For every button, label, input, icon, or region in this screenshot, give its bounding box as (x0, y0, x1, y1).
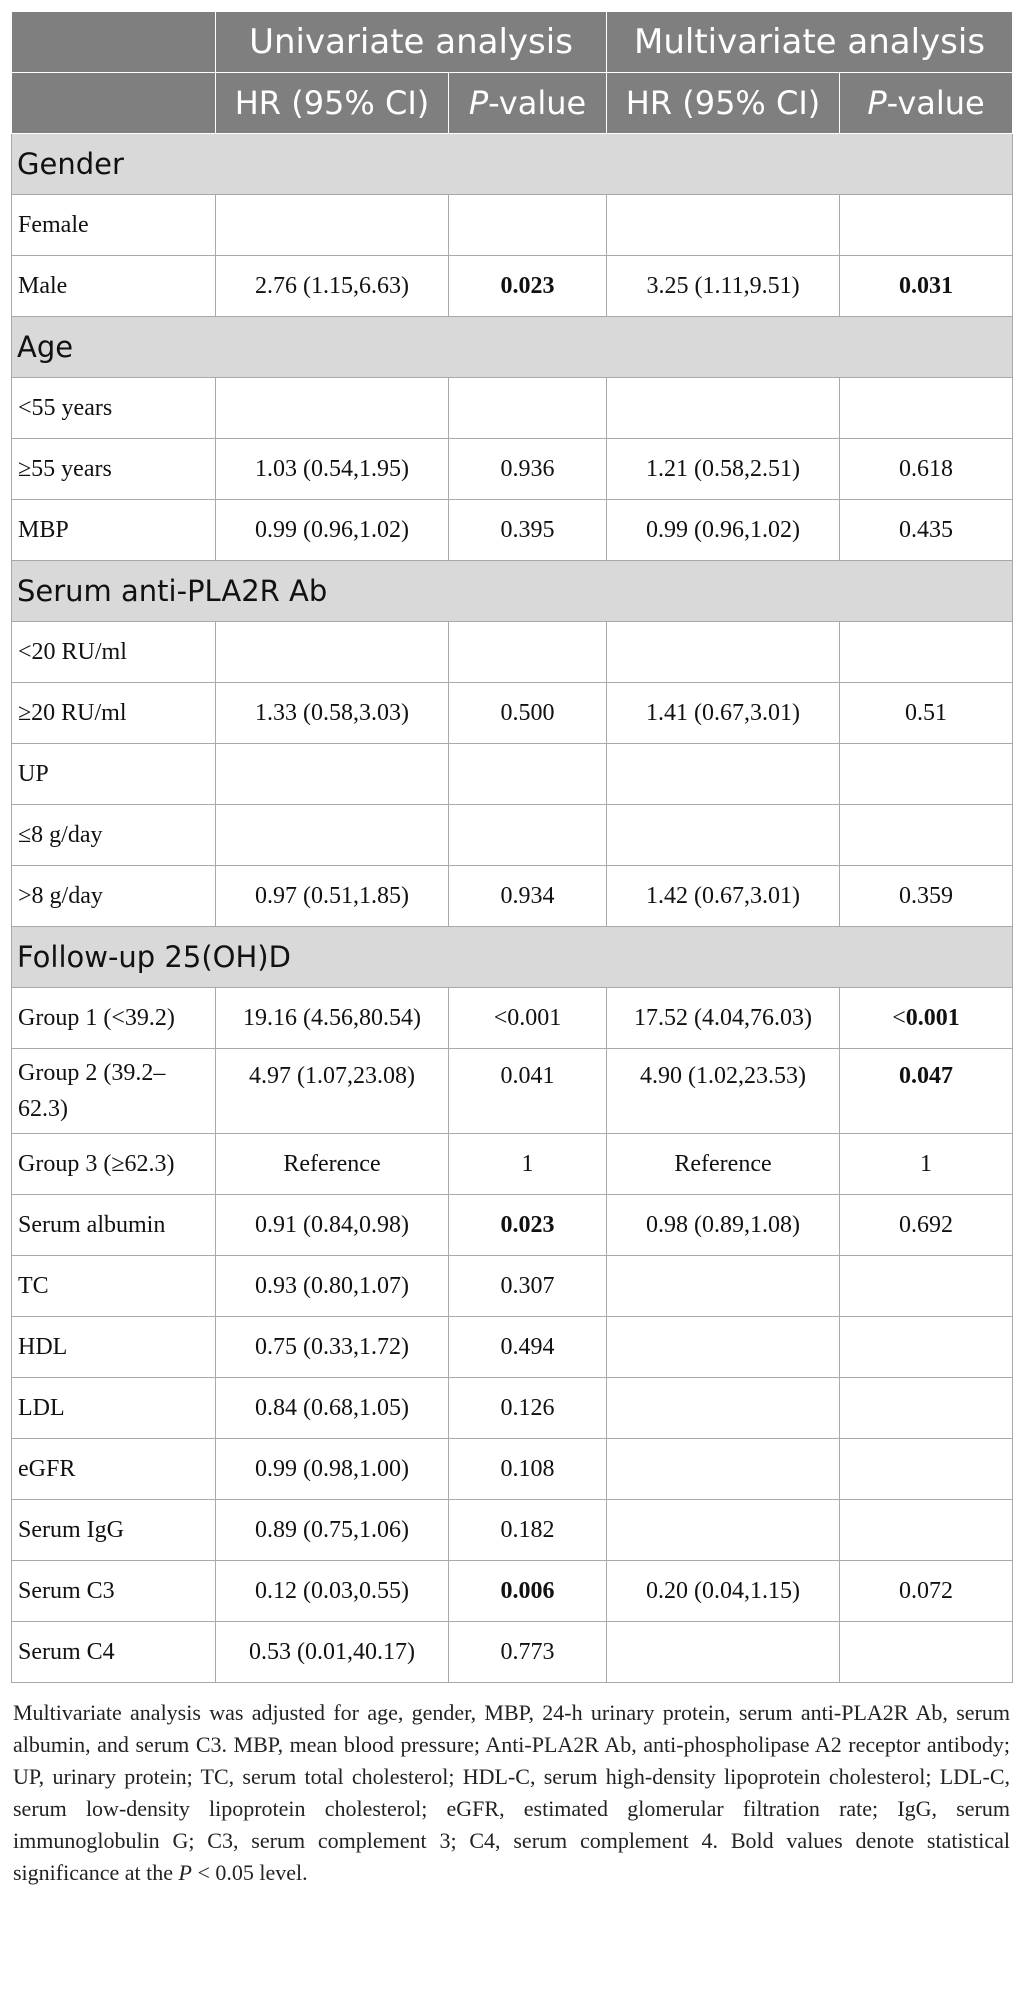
univariate-p-cell (449, 500, 607, 561)
multivariate-hr-cell (607, 1561, 840, 1622)
univariate-p-cell-text: 0.108 (500, 1455, 555, 1482)
univariate-hr-cell (216, 439, 449, 500)
multivariate-p-cell (840, 1134, 1013, 1195)
table-row (12, 622, 1013, 683)
row-label-text: ≥55 years (18, 455, 112, 482)
multivariate-p-cell-text: 0.618 (899, 455, 954, 482)
multivariate-p-cell-text: 0.359 (899, 882, 954, 909)
multivariate-hr-cell-text: 1.21 (0.58,2.51) (646, 455, 800, 482)
univariate-hr-cell-text: 2.76 (1.15,6.63) (255, 272, 409, 299)
univariate-hr-cell-text: 0.99 (0.98,1.00) (255, 1455, 409, 1482)
row-label (12, 622, 216, 683)
header-multivariate-p (840, 73, 1013, 134)
univariate-p-cell (449, 744, 607, 805)
p-prefix: < (892, 1004, 906, 1031)
row-label-text: <20 RU/ml (18, 638, 127, 665)
multivariate-p-cell (840, 1622, 1013, 1683)
univariate-hr-cell-text: 1.03 (0.54,1.95) (255, 455, 409, 482)
univariate-p-cell (449, 1500, 607, 1561)
univariate-hr-cell-text: 0.84 (0.68,1.05) (255, 1394, 409, 1421)
multivariate-p-cell (840, 1439, 1013, 1500)
row-label-text: Serum IgG (18, 1516, 124, 1543)
row-label-text: HDL (18, 1333, 68, 1360)
multivariate-hr-cell-text: 1.41 (0.67,3.01) (646, 699, 800, 726)
univariate-p-cell-text: 0.395 (500, 516, 555, 543)
univariate-hr-cell-text: 0.53 (0.01,40.17) (249, 1638, 415, 1665)
multivariate-hr-cell-text: 0.20 (0.04,1.15) (646, 1577, 800, 1604)
multivariate-hr-cell (607, 1378, 840, 1439)
row-label (12, 866, 216, 927)
univariate-hr-cell (216, 1317, 449, 1378)
univariate-p-cell-text: <0.001 (493, 1004, 562, 1031)
univariate-hr-cell (216, 1378, 449, 1439)
multivariate-p-cell (840, 439, 1013, 500)
row-label-text: Group 1 (<39.2) (18, 1004, 175, 1031)
table-row (12, 1256, 1013, 1317)
univariate-hr-cell-text: 0.91 (0.84,0.98) (255, 1211, 409, 1238)
univariate-hr-cell (216, 1195, 449, 1256)
table-body (12, 134, 1013, 1683)
multivariate-p-cell-text: 0.435 (899, 516, 954, 543)
row-label (12, 1317, 216, 1378)
row-label (12, 1378, 216, 1439)
multivariate-hr-cell (607, 378, 840, 439)
row-label-text: Male (18, 272, 68, 299)
multivariate-p-cell (840, 805, 1013, 866)
row-label (12, 1049, 216, 1134)
univariate-hr-cell-text: 0.12 (0.03,0.55) (255, 1577, 409, 1604)
row-label (12, 744, 216, 805)
multivariate-hr-cell (607, 195, 840, 256)
univariate-hr-cell (216, 1622, 449, 1683)
row-label (12, 1134, 216, 1195)
footnote-p: P (178, 1860, 192, 1885)
table-footnote (11, 1697, 1012, 1889)
table-row (12, 1378, 1013, 1439)
multivariate-p-cell (840, 1378, 1013, 1439)
univariate-hr-cell (216, 683, 449, 744)
section-row (12, 134, 1013, 195)
univariate-p-cell-text: 0.023 (500, 272, 555, 299)
table-row (12, 988, 1013, 1049)
univariate-p-cell-text: 0.773 (500, 1638, 555, 1665)
multivariate-p-cell (840, 1561, 1013, 1622)
univariate-p-cell-text: 0.041 (500, 1063, 555, 1089)
multivariate-p-cell-text: 0.031 (899, 272, 954, 299)
univariate-hr-cell-text: 19.16 (4.56,80.54) (243, 1004, 421, 1031)
table-row (12, 1195, 1013, 1256)
p-italic: P (867, 84, 887, 122)
section-row (12, 317, 1013, 378)
univariate-p-cell-text: 0.934 (500, 882, 555, 909)
header-blank-sub (12, 73, 216, 134)
row-label (12, 256, 216, 317)
table-row (12, 1500, 1013, 1561)
multivariate-p-cell (840, 1195, 1013, 1256)
univariate-p-cell (449, 1049, 607, 1134)
row-label-text: ≥20 RU/ml (18, 699, 127, 726)
p-italic: P (468, 84, 489, 122)
multivariate-p-cell (840, 988, 1013, 1049)
multivariate-p-cell (840, 866, 1013, 927)
table-row (12, 256, 1013, 317)
multivariate-p-cell-text: 0.001 (905, 1004, 960, 1031)
univariate-p-cell (449, 805, 607, 866)
univariate-p-cell-text: 0.500 (500, 699, 555, 726)
univariate-hr-cell (216, 1256, 449, 1317)
univariate-hr-cell (216, 195, 449, 256)
univariate-p-cell (449, 866, 607, 927)
univariate-hr-cell (216, 1439, 449, 1500)
univariate-hr-cell-text: 1.33 (0.58,3.03) (255, 699, 409, 726)
table-row (12, 378, 1013, 439)
univariate-p-cell-text: 0.023 (500, 1211, 555, 1238)
multivariate-hr-cell (607, 1195, 840, 1256)
multivariate-hr-cell (607, 744, 840, 805)
univariate-p-cell (449, 988, 607, 1049)
multivariate-hr-cell (607, 1134, 840, 1195)
univariate-p-cell (449, 1439, 607, 1500)
univariate-hr-cell (216, 1561, 449, 1622)
row-label-text: Serum C4 (18, 1638, 115, 1665)
univariate-hr-cell (216, 805, 449, 866)
row-label-text: eGFR (18, 1455, 76, 1482)
table-row (12, 195, 1013, 256)
row-label-text: Serum albumin (18, 1211, 166, 1238)
p-rest: -value (886, 84, 985, 122)
row-label (12, 500, 216, 561)
multivariate-p-cell (840, 744, 1013, 805)
multivariate-p-cell (840, 378, 1013, 439)
section-label: Gender (12, 134, 1013, 195)
table-row (12, 805, 1013, 866)
univariate-hr-cell-text: 0.89 (0.75,1.06) (255, 1516, 409, 1543)
multivariate-hr-cell (607, 622, 840, 683)
multivariate-hr-cell (607, 439, 840, 500)
table-row (12, 1134, 1013, 1195)
row-label (12, 1195, 216, 1256)
univariate-hr-cell (216, 988, 449, 1049)
univariate-hr-cell-text: Reference (283, 1150, 381, 1177)
cox-regression-table (11, 11, 1013, 1683)
section-label: Serum anti-PLA2R Ab (12, 561, 1013, 622)
univariate-p-cell-text: 0.936 (500, 455, 555, 482)
row-label (12, 195, 216, 256)
univariate-hr-cell (216, 1500, 449, 1561)
row-label (12, 1500, 216, 1561)
multivariate-hr-cell (607, 805, 840, 866)
univariate-p-cell-text: 1 (521, 1150, 534, 1177)
multivariate-p-cell (840, 622, 1013, 683)
section-label: Follow-up 25(OH)D (12, 927, 1013, 988)
multivariate-hr-cell-text: Reference (674, 1150, 772, 1177)
header-multivariate-hr: HR (95% CI) (607, 73, 840, 134)
multivariate-hr-cell-text: 17.52 (4.04,76.03) (634, 1004, 812, 1031)
multivariate-hr-cell-text: 1.42 (0.67,3.01) (646, 882, 800, 909)
multivariate-hr-cell (607, 1049, 840, 1134)
multivariate-hr-cell (607, 1622, 840, 1683)
row-label-text: ≤8 g/day (18, 821, 103, 848)
footnote-tail: < 0.05 level. (192, 1860, 308, 1885)
univariate-hr-cell (216, 500, 449, 561)
univariate-hr-cell (216, 1134, 449, 1195)
univariate-p-cell (449, 256, 607, 317)
univariate-p-cell (449, 1195, 607, 1256)
multivariate-p-cell (840, 195, 1013, 256)
univariate-hr-cell (216, 622, 449, 683)
multivariate-hr-cell (607, 683, 840, 744)
header-univariate: Univariate analysis (216, 12, 607, 73)
univariate-p-cell (449, 439, 607, 500)
row-label-text: Group 2 (39.2–62.3) (18, 1060, 166, 1122)
row-label-text: <55 years (18, 394, 113, 421)
univariate-p-cell-text: 0.126 (500, 1394, 555, 1421)
table-row (12, 1317, 1013, 1378)
table-row (12, 866, 1013, 927)
univariate-p-cell (449, 1256, 607, 1317)
section-label: Age (12, 317, 1013, 378)
univariate-p-cell-text: 0.494 (500, 1333, 555, 1360)
multivariate-p-cell (840, 500, 1013, 561)
footnote-main: Multivariate analysis was adjusted for age, gender, MBP, 24-h urinary protein, serum anti-PLA2R Ab, serum albumin, and serum C3. MBP, mean blood pressure; Anti-PLA2R Ab, anti-phospholipase A2 receptor antibody; UP, urinary protein; TC, serum total cholesterol; HDL-C, serum high-density lipoprotein cholesterol; LDL-C, serum low-density lipoprotein cholesterol; eGFR, estimated glomerular filtration rate; IgG, serum immunoglobulin G; C3, serum complement 3; C4, serum complement 4. Bold values denote statistical significance at the (13, 1700, 1010, 1885)
multivariate-p-cell-text: 0.047 (899, 1063, 954, 1089)
multivariate-hr-cell (607, 1439, 840, 1500)
row-label-text: TC (18, 1272, 49, 1299)
table-row (12, 683, 1013, 744)
univariate-hr-cell (216, 744, 449, 805)
univariate-hr-cell-text: 4.97 (1.07,23.08) (249, 1063, 415, 1089)
univariate-p-cell-text: 0.006 (500, 1577, 555, 1604)
row-label-text: Group 3 (≥62.3) (18, 1150, 175, 1177)
multivariate-p-cell (840, 683, 1013, 744)
table-row (12, 1622, 1013, 1683)
univariate-hr-cell (216, 378, 449, 439)
univariate-hr-cell-text: 0.93 (0.80,1.07) (255, 1272, 409, 1299)
multivariate-hr-cell-text: 0.99 (0.96,1.02) (646, 516, 800, 543)
multivariate-p-cell-text: 0.692 (899, 1211, 954, 1238)
row-label (12, 378, 216, 439)
multivariate-hr-cell (607, 988, 840, 1049)
row-label (12, 805, 216, 866)
univariate-p-cell (449, 195, 607, 256)
univariate-p-cell (449, 683, 607, 744)
multivariate-p-cell (840, 1317, 1013, 1378)
header-univariate-hr: HR (95% CI) (216, 73, 449, 134)
univariate-hr-cell (216, 866, 449, 927)
p-rest: -value (488, 84, 587, 122)
multivariate-p-cell (840, 1500, 1013, 1561)
row-label (12, 1256, 216, 1317)
univariate-p-cell (449, 1561, 607, 1622)
multivariate-p-cell (840, 1256, 1013, 1317)
row-label-text: UP (18, 760, 49, 787)
header-univariate-p (449, 73, 607, 134)
row-label (12, 439, 216, 500)
header-multivariate: Multivariate analysis (607, 12, 1013, 73)
multivariate-hr-cell (607, 1256, 840, 1317)
univariate-p-cell (449, 1622, 607, 1683)
multivariate-hr-cell (607, 1317, 840, 1378)
univariate-p-cell-text: 0.182 (500, 1516, 555, 1543)
multivariate-hr-cell (607, 1500, 840, 1561)
table-row (12, 500, 1013, 561)
multivariate-hr-cell (607, 256, 840, 317)
multivariate-hr-cell (607, 500, 840, 561)
section-row (12, 561, 1013, 622)
univariate-hr-cell-text: 0.99 (0.96,1.02) (255, 516, 409, 543)
table-row (12, 1561, 1013, 1622)
multivariate-hr-cell-text: 4.90 (1.02,23.53) (640, 1063, 806, 1089)
univariate-p-cell (449, 622, 607, 683)
univariate-p-cell (449, 378, 607, 439)
row-label (12, 988, 216, 1049)
row-label-text: LDL (18, 1394, 65, 1421)
header-blank (12, 12, 216, 73)
row-label (12, 683, 216, 744)
multivariate-p-cell (840, 1049, 1013, 1134)
table-container (11, 11, 1012, 1889)
univariate-p-cell (449, 1317, 607, 1378)
table-row (12, 1049, 1013, 1134)
row-label (12, 1622, 216, 1683)
multivariate-p-cell (840, 256, 1013, 317)
multivariate-p-cell-text: 0.51 (905, 699, 948, 726)
row-label-text: MBP (18, 516, 69, 543)
row-label-text: >8 g/day (18, 882, 103, 909)
row-label (12, 1561, 216, 1622)
univariate-hr-cell (216, 1049, 449, 1134)
univariate-p-cell (449, 1134, 607, 1195)
multivariate-hr-cell-text: 3.25 (1.11,9.51) (646, 272, 800, 299)
multivariate-p-cell-text: 0.072 (899, 1577, 954, 1604)
univariate-p-cell (449, 1378, 607, 1439)
row-label-text: Serum C3 (18, 1577, 115, 1604)
table-row (12, 1439, 1013, 1500)
univariate-p-cell-text: 0.307 (500, 1272, 555, 1299)
univariate-hr-cell-text: 0.97 (0.51,1.85) (255, 882, 409, 909)
univariate-hr-cell (216, 256, 449, 317)
multivariate-p-cell-text: 1 (920, 1150, 933, 1177)
table-row (12, 439, 1013, 500)
multivariate-hr-cell (607, 866, 840, 927)
table-row (12, 744, 1013, 805)
multivariate-hr-cell-text: 0.98 (0.89,1.08) (646, 1211, 800, 1238)
univariate-hr-cell-text: 0.75 (0.33,1.72) (255, 1333, 409, 1360)
row-label (12, 1439, 216, 1500)
row-label-text: Female (18, 211, 89, 238)
section-row (12, 927, 1013, 988)
